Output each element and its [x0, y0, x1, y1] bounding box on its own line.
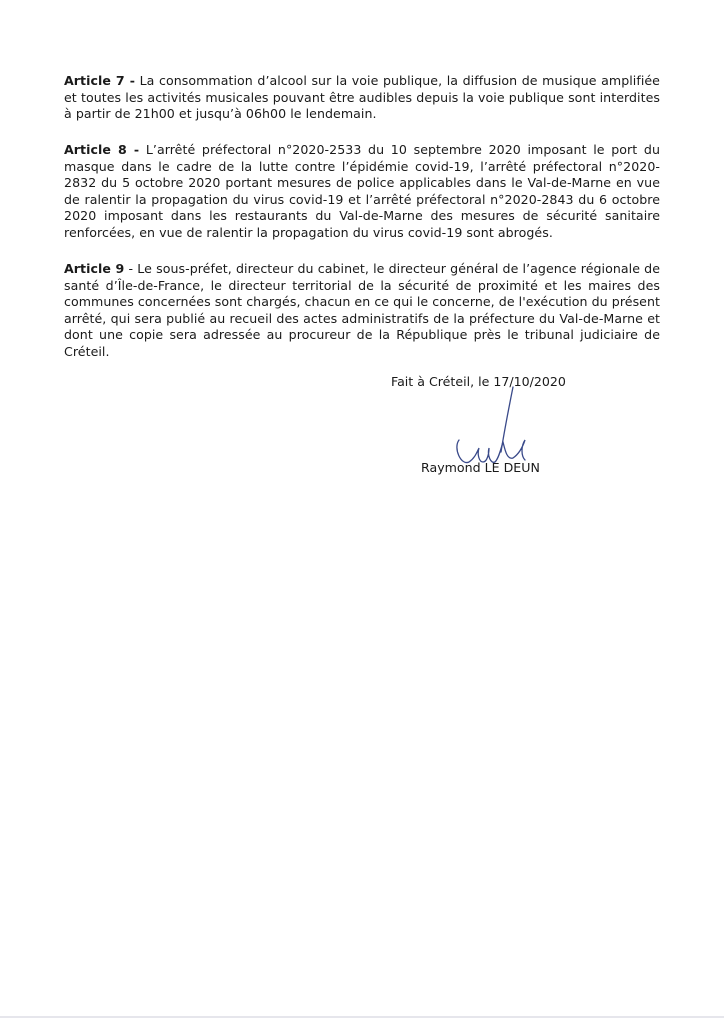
- signature-place-date: Fait à Créteil, le 17/10/2020: [391, 374, 566, 389]
- signatory-name: Raymond LE DEUN: [421, 460, 540, 475]
- article-9: [64, 261, 660, 361]
- article-9-label: Article 9: [64, 261, 125, 276]
- article-8: [64, 142, 660, 242]
- signature-block: [385, 372, 635, 482]
- article-9-text: - Le sous-préfet, directeur du cabinet, le directeur général de l’agence régionale de santé d’Île-de-France, le directeur territorial de la sécurité de proximité et les maires des communes concernées sont chargés, chacun en ce qui le concerne, de l'exécution du présent arrêté, qui sera publié au recueil des actes administratifs de la préfecture du Val-de-Marne et dont une copie sera adressée au procureur de la République près le tribunal judiciaire de Créteil.: [64, 261, 660, 359]
- article-7-label: Article 7 -: [64, 73, 135, 88]
- article-8-text: L’arrêté préfectoral n°2020-2533 du 10 septembre 2020 imposant le port du masque dans le cadre de la lutte contre l’épidémie covid-19, l’arrêté préfectoral n°2020-2832 du 5 octobre 2020 portant mesures de police applicables dans le Val-de-Marne en vue de ralentir la propagation du virus covid-19 et l’arrêté préfectoral n°2020-2843 du 6 octobre 2020 imposant dans les restaurants du Val-de-Marne des mesures de sécurité sanitaire renforcées, en vue de ralentir la propagation du virus covid-19 sont abrogés.: [64, 142, 660, 240]
- article-8-label: Article 8 -: [64, 142, 140, 157]
- article-7: [64, 73, 660, 123]
- article-7-text: La consommation d’alcool sur la voie publique, la diffusion de musique amplifiée et toutes les activités musicales pouvant être audibles depuis la voie publique sont interdites à partir de 21h00 et jusqu’à 06h00 le lendemain.: [64, 73, 660, 122]
- handwritten-signature: [425, 382, 535, 467]
- page-bottom-divider: [0, 1016, 724, 1018]
